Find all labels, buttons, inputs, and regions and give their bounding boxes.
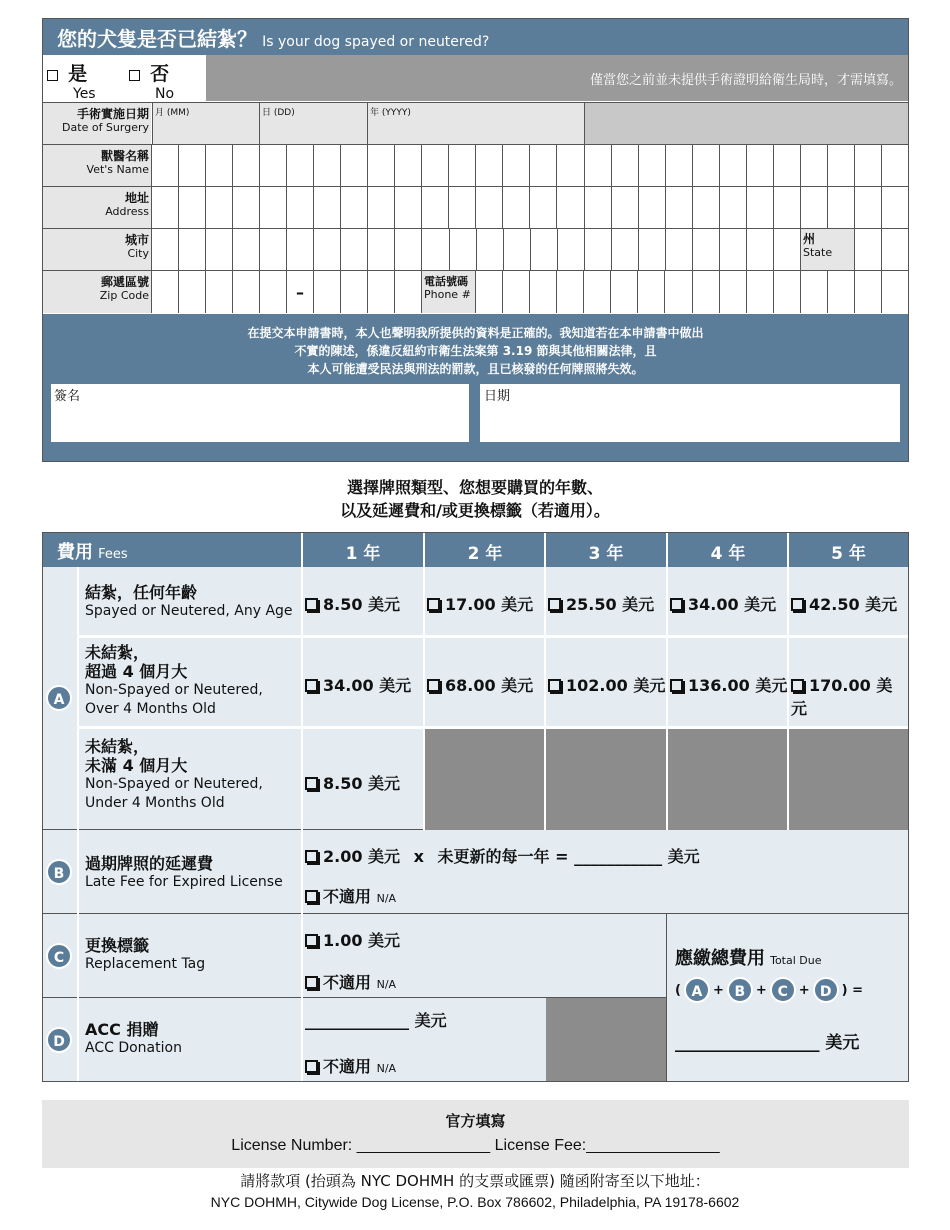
year-3-header: 3 年	[588, 544, 624, 564]
official-use-fields: License Number: _______________ License Fee:_______________	[231, 1137, 720, 1154]
state-input[interactable]	[854, 229, 908, 270]
late-fee-multiply: x	[413, 847, 424, 866]
section-b-marker: B	[46, 859, 72, 885]
yes-no-row	[43, 55, 908, 101]
signature-label: 簽名	[54, 389, 81, 404]
city-label-en: City	[127, 247, 149, 260]
surgery-day-field[interactable]	[259, 103, 367, 144]
spay-question-en: Is your dog spayed or neutered?	[262, 34, 490, 50]
phone-label-en: Phone #	[424, 288, 471, 301]
city-label	[43, 229, 151, 270]
formula-plus-3: +	[798, 982, 810, 998]
mailing-line-1: 請將款項 (抬頭為 NYC DOHMH 的支票或匯票) 隨函附寄至以下地址：	[240, 1172, 710, 1190]
date-label: 日期	[484, 389, 511, 404]
section-c	[43, 914, 666, 998]
formula-b-marker: B	[727, 977, 753, 1003]
address-input[interactable]	[151, 187, 908, 228]
spay-question-zh: 您的犬隻是否已結紮？	[57, 27, 257, 51]
spayed-2yr-option[interactable]	[427, 592, 533, 615]
yes-label-en: Yes	[73, 86, 96, 102]
section-b	[43, 830, 908, 914]
tag-na-en: N/A	[376, 978, 397, 991]
year-2-header: 2 年	[467, 544, 503, 564]
tag-na-option[interactable]	[305, 970, 396, 993]
acc-en: ACC Donation	[85, 1040, 182, 1056]
spayed-1yr-checkbox[interactable]	[305, 598, 318, 611]
spayed-5yr-price: 42.50 美元	[809, 595, 898, 614]
row-spayed-label	[85, 583, 293, 621]
row-over4-label	[85, 643, 263, 719]
yes-option[interactable]	[47, 59, 96, 102]
zip-label	[43, 271, 151, 313]
over4-3yr-price: 102.00 美元	[566, 676, 666, 695]
spay-section	[42, 18, 909, 462]
spayed-5yr-checkbox[interactable]	[791, 598, 804, 611]
zip-dash-text: –	[296, 283, 304, 302]
total-due-box	[666, 914, 908, 1081]
spayed-2yr-price: 17.00 美元	[445, 595, 534, 614]
year-4-header: 4 年	[710, 544, 746, 564]
row-under4-zh-1: 未結紮，	[85, 737, 150, 756]
fee-instruction	[0, 476, 950, 522]
over4-5yr-price: 170.00 美元	[791, 676, 893, 718]
tag-label	[85, 936, 205, 974]
spayed-1yr-price: 8.50 美元	[323, 595, 401, 614]
late-fee-years: 未更新的每一年 = ___________ 美元	[437, 847, 700, 866]
tag-zh: 更換標籤	[85, 936, 150, 955]
acc-na-en: N/A	[376, 1062, 397, 1075]
vet-label	[43, 145, 151, 186]
fees-title-en: Fees	[98, 547, 128, 562]
acc-na-zh: 不適用	[323, 1057, 372, 1076]
tag-price: 1.00 美元	[323, 931, 401, 950]
declaration-line-1: 在提交本申請書時，本人也聲明我所提供的資料是正確的。我知道若在本申請書中做出	[247, 326, 704, 340]
over4-2yr-option[interactable]	[427, 673, 533, 696]
address-label-en: Address	[105, 205, 149, 218]
total-due-zh: 應繳總費用	[675, 948, 765, 969]
surgery-label	[43, 103, 151, 144]
formula-close: ) =	[841, 982, 864, 998]
over4-5yr-option[interactable]	[791, 673, 908, 719]
spayed-1yr-option[interactable]	[305, 592, 400, 615]
spayed-5yr-option[interactable]	[791, 592, 897, 615]
row-spayed-zh: 結紮，任何年齡	[85, 583, 198, 602]
row-over4-en-2: Over 4 Months Old	[85, 701, 216, 717]
acc-zh: ACC 捐贈	[85, 1020, 159, 1039]
over4-3yr-option[interactable]	[548, 673, 665, 696]
row-under4-en-2: Under 4 Months Old	[85, 795, 225, 811]
acc-amount-input[interactable]: _____________ 美元	[305, 1011, 447, 1030]
under4-1yr-checkbox[interactable]	[305, 777, 318, 790]
surgery-label-zh: 手術實施日期	[76, 107, 149, 121]
late-fee-label	[85, 854, 283, 892]
tag-en: Replacement Tag	[85, 956, 206, 972]
formula-plus-1: +	[712, 982, 724, 998]
spayed-4yr-checkbox[interactable]	[670, 598, 683, 611]
vet-name-input[interactable]	[151, 145, 908, 186]
phone-input[interactable]	[475, 271, 908, 313]
late-fee-zh: 過期牌照的延遲費	[85, 854, 214, 873]
spayed-3yr-checkbox[interactable]	[548, 598, 561, 611]
row-over4-en-1: Non-Spayed or Neutered,	[85, 682, 263, 698]
declaration-block	[43, 314, 908, 461]
fees-header	[43, 533, 908, 567]
row-under4-zh-2: 未滿 4 個月大	[85, 756, 188, 775]
spayed-4yr-price: 34.00 美元	[688, 595, 777, 614]
acc-label	[85, 1020, 182, 1058]
city-row	[43, 228, 908, 270]
over4-1yr-option[interactable]	[305, 673, 411, 696]
late-fee-na-en: N/A	[376, 892, 397, 905]
year-5-header: 5 年	[831, 544, 866, 564]
formula-plus-2: +	[755, 982, 767, 998]
year-label: 年 (YYYY)	[370, 108, 411, 118]
zip-ext-input[interactable]	[313, 271, 421, 313]
address-label-zh: 地址	[124, 191, 149, 205]
surgery-year-field[interactable]	[367, 103, 584, 144]
declaration-line-3: 本人可能遭受民法與刑法的罰款，且已核發的任何牌照將失效。	[307, 362, 644, 376]
late-fee-na-zh: 不適用	[323, 887, 372, 906]
surgery-date-row	[43, 102, 908, 144]
signature-field[interactable]	[51, 384, 469, 442]
vet-label-zh: 獸醫名稱	[100, 149, 149, 163]
spayed-2yr-checkbox[interactable]	[427, 598, 440, 611]
total-due-input[interactable]: _________________ 美元	[675, 1033, 860, 1053]
phone-label-zh: 電話號碼	[424, 275, 468, 288]
section-a	[43, 567, 908, 830]
over4-5yr-checkbox[interactable]	[791, 679, 804, 692]
spay-note: 僅當您之前並未提供手術證明給衛生局時，才需填寫。	[589, 73, 902, 88]
formula-a-marker: A	[684, 977, 710, 1003]
official-use-box	[42, 1100, 909, 1168]
late-fee-option[interactable]	[305, 844, 700, 867]
under4-1yr-price: 8.50 美元	[323, 774, 401, 793]
over4-2yr-price: 68.00 美元	[445, 676, 534, 695]
acc-na-checkbox[interactable]	[305, 1060, 318, 1073]
total-due-en: Total Due	[770, 954, 822, 967]
instruction-line-1: 選擇牌照類型、您想要購買的年數、	[346, 478, 603, 497]
tag-checkbox[interactable]	[305, 934, 318, 947]
fees-table	[42, 532, 909, 1082]
tag-option[interactable]	[305, 928, 400, 951]
no-option[interactable]	[129, 59, 174, 102]
late-fee-na-checkbox[interactable]	[305, 890, 318, 903]
over4-4yr-option[interactable]	[670, 673, 787, 696]
declaration-text	[43, 314, 908, 378]
over4-2yr-checkbox[interactable]	[427, 679, 440, 692]
month-label: 月 (MM)	[155, 108, 190, 118]
section-c-marker: C	[46, 943, 72, 969]
section-a-marker: A	[46, 685, 72, 711]
row-over4-zh-1: 未結紮，	[85, 643, 150, 662]
spay-header	[43, 19, 908, 55]
section-d	[43, 998, 666, 1081]
no-label-en: No	[155, 86, 175, 102]
year-1-header: 1 年	[345, 544, 381, 564]
yes-checkbox[interactable]	[47, 70, 58, 81]
surgery-gray-fill	[584, 103, 908, 144]
state-label-en: State	[803, 246, 833, 259]
under4-1yr-option[interactable]	[305, 771, 400, 794]
zip-input[interactable]	[151, 271, 286, 313]
state-label-zh: 州	[803, 232, 816, 246]
zip-phone-row	[43, 270, 908, 313]
tag-na-zh: 不適用	[323, 973, 372, 992]
over4-4yr-checkbox[interactable]	[670, 679, 683, 692]
surgery-month-field[interactable]	[152, 103, 259, 144]
declaration-line-2: 不實的陳述，係違反紐約市衛生法案第 3.19 節與其他相關法律，且	[294, 344, 657, 358]
total-due-formula	[675, 977, 863, 1003]
state-label	[800, 229, 854, 270]
instruction-line-2: 以及延遲費和/或更換標籤（若適用）。	[340, 501, 610, 520]
mailing-address: NYC DOHMH, Citywide Dog License, P.O. Box 786602, Philadelphia, PA 19178-6602	[210, 1194, 740, 1210]
tag-na-checkbox[interactable]	[305, 976, 318, 989]
city-input[interactable]	[151, 229, 800, 270]
official-use-title: 官方填寫	[445, 1112, 506, 1130]
fees-title-zh: 費用	[57, 542, 93, 563]
acc-na-option[interactable]	[305, 1054, 396, 1077]
row-under4-label	[85, 737, 263, 813]
address-row	[43, 186, 908, 228]
over4-4yr-price: 136.00 美元	[688, 676, 788, 695]
late-fee-checkbox[interactable]	[305, 850, 318, 863]
late-fee-na-option[interactable]	[305, 884, 396, 907]
fees-title	[57, 538, 128, 564]
surgery-label-en: Date of Surgery	[62, 121, 149, 134]
zip-dash	[286, 271, 313, 313]
mailing-instructions	[0, 1170, 950, 1210]
over4-1yr-checkbox[interactable]	[305, 679, 318, 692]
spayed-3yr-price: 25.50 美元	[566, 595, 655, 614]
row-spayed-en: Spayed or Neutered, Any Age	[85, 603, 293, 619]
yes-label-zh: 是	[68, 63, 88, 85]
over4-3yr-checkbox[interactable]	[548, 679, 561, 692]
no-label-zh: 否	[150, 63, 170, 85]
spayed-4yr-option[interactable]	[670, 592, 776, 615]
row-under4-en-1: Non-Spayed or Neutered,	[85, 776, 263, 792]
row-over4-zh-2: 超過 4 個月大	[85, 662, 188, 681]
city-label-zh: 城市	[124, 233, 149, 247]
over4-1yr-price: 34.00 美元	[323, 676, 412, 695]
vet-row	[43, 144, 908, 186]
section-d-marker: D	[46, 1027, 72, 1053]
address-label	[43, 187, 151, 228]
zip-label-zh: 郵遞區號	[100, 275, 149, 289]
phone-label	[421, 271, 475, 313]
vet-label-en: Vet's Name	[86, 163, 149, 176]
formula-d-marker: D	[813, 977, 839, 1003]
spayed-3yr-option[interactable]	[548, 592, 654, 615]
no-checkbox[interactable]	[129, 70, 140, 81]
spay-note-bar	[206, 55, 908, 101]
formula-open: (	[675, 982, 681, 998]
late-fee-en: Late Fee for Expired License	[85, 874, 283, 890]
day-label: 日 (DD)	[262, 108, 295, 118]
acc-gray-fill	[546, 998, 666, 1081]
formula-c-marker: C	[770, 977, 796, 1003]
total-due-title	[675, 944, 822, 970]
late-fee-price: 2.00 美元	[323, 847, 401, 866]
date-field[interactable]	[480, 384, 900, 442]
zip-label-en: Zip Code	[99, 289, 149, 302]
